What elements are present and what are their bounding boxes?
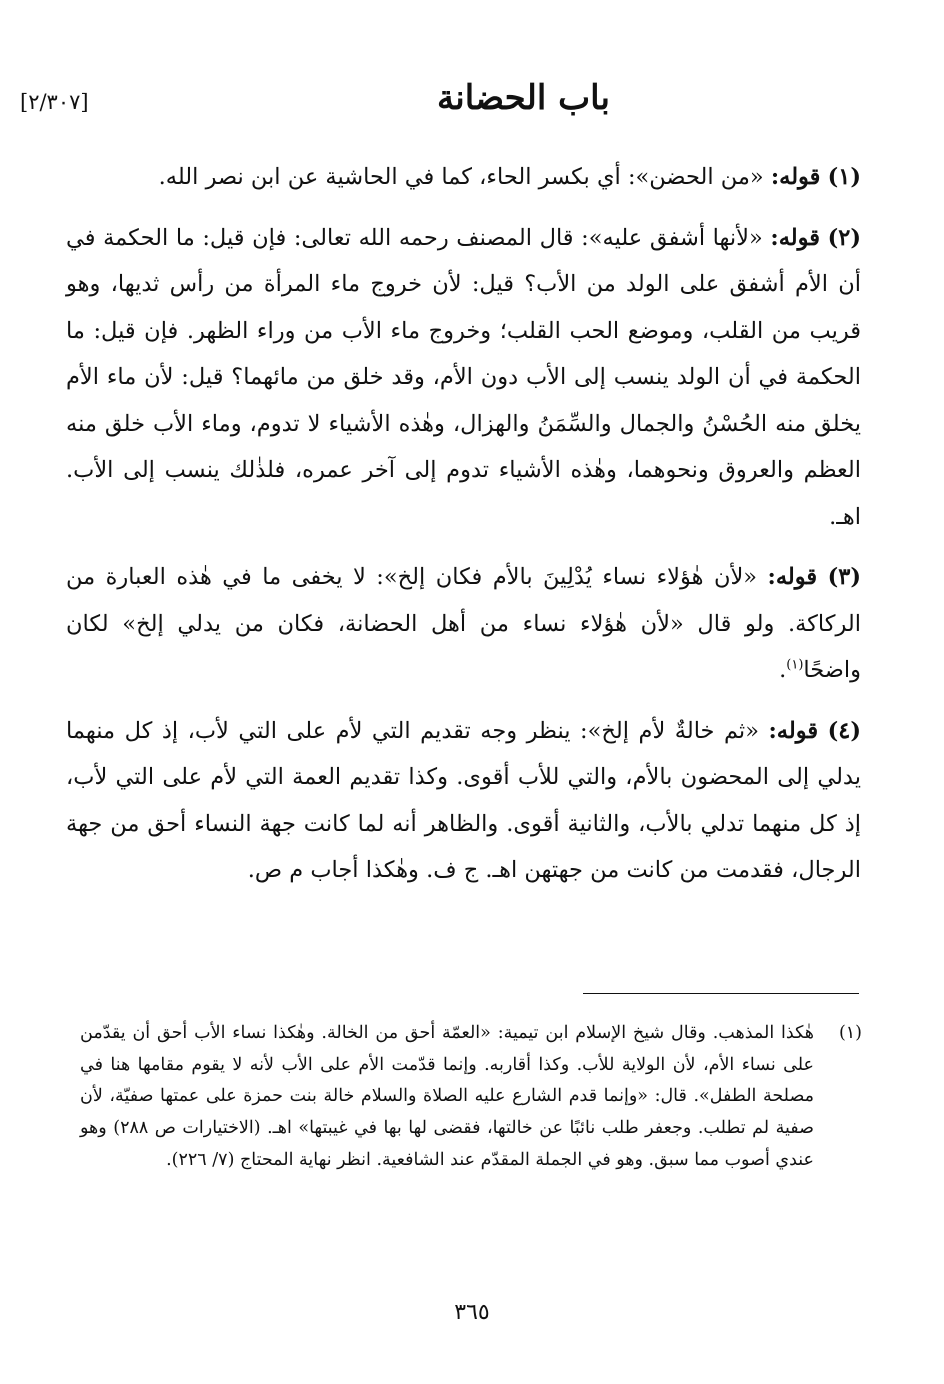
footnote (80, 1018, 862, 1177)
footnote-separator (583, 993, 859, 994)
note-keyword: قوله: (767, 564, 818, 590)
chapter-title: باب الحضانة (437, 78, 610, 118)
note-number: (٤) (827, 717, 862, 744)
commentary-body (66, 154, 861, 908)
note-1 (66, 154, 861, 201)
note-text: «لأنها أشفق عليه»: قال المصنف رحمه الله تعالى: فإن قيل: ما الحكمة في أن الأم أشفق على الولد من الأب؟ قيل: لأن خروج ماء المرأة من رأس ثديها، وهو قريب من القلب، وموضع الحب القلب؛ وخروج ماء الأب من وراء الظهر. فإن قيل: ما الحكمة في أن الولد ينسب إلى الأب دون الأم، وقد خلق من مائهما؟ قيل: لأن ماء الأم يخلق منه الحُسْنُ والجمال والسِّمَنُ والهزال، وهٰذه الأشياء لا تدوم، وماء الأب خلق منه العظم والعروق ونحوهما، وهٰذه الأشياء تدوم إلى آخر عمره، فلذٰلك ينسب إلى الأب. اهـ. (66, 224, 861, 530)
note-number: (٢) (827, 224, 862, 251)
page-header (20, 78, 900, 128)
note-3 (66, 554, 861, 694)
note-keyword: قوله: (770, 164, 821, 190)
note-4 (66, 708, 861, 894)
page-number: ٣٦٥ (454, 1300, 490, 1325)
note-text: «لأن هٰؤلاء نساء يُدْلِينَ بالأم فكان إلخ»: لا يخفى ما في هٰذه العبارة من الركاكة. ولو قال «لأن هٰؤلاء نساء من أهل الحضانة، فكان من يدلي إلخ» لكان واضحًا (66, 564, 861, 683)
footnote-number: (١) (838, 1023, 862, 1043)
footnote-text: هٰكذا المذهب. وقال شيخ الإسلام ابن تيمية: «العمّة أحق من الخالة. وهٰكذا نساء الأب أحق أن يقدّمن على نساء الأم، لأن الولاية للأب. وكذا أقاربه. وإنما قدّمت الأم على الأب لأنه لا يقوم مقامها هنا في مصلحة الطفل». قال: «وإنما قدم الشارع عليه الصلاة والسلام خالة بنت حمزة على عمتها صفيّة، لأن صفية لم تطلب. وجعفر طلب نائبًا عن خالتها، فقضى لها بها في غيبتها» اهـ. (الاختيارات ص ٢٨٨) وهو عندي أصوب مما سبق. وهو في الجملة المقدّم عند الشافعية. انظر نهاية المحتاج (٧/ ٢٢٦). (80, 1023, 814, 1170)
footnote-marker[interactable]: (١) (786, 657, 804, 673)
note-keyword: قوله: (768, 717, 819, 744)
note-2 (66, 215, 861, 541)
note-keyword: قوله: (770, 224, 820, 251)
note-number: (٣) (827, 564, 862, 590)
volume-page-reference: [٢/٣٠٧] (20, 90, 89, 114)
note-text: «ثم خالةٌ لأم إلخ»: ينظر وجه تقديم التي لأم على التي لأب، إذ كل منهما يدلي إلى المحضون بالأم، والتي للأب أقوى. وكذا تقديم العمة التي لأم على التي لأب، إذ كل منهما تدلي بالأب، والثانية أقوى. والظاهر أنه لما كانت جهة النساء أحق من جهة الرجال، فقدمت من كانت من جهتهن اهـ. ج ف. وهٰكذا أجاب م ص. (66, 717, 861, 883)
note-tail: . (779, 657, 787, 683)
note-number: (١) (827, 164, 861, 190)
note-text: «من الحضن»: أي بكسر الحاء، كما في الحاشية عن ابن نصر الله. (158, 164, 764, 190)
